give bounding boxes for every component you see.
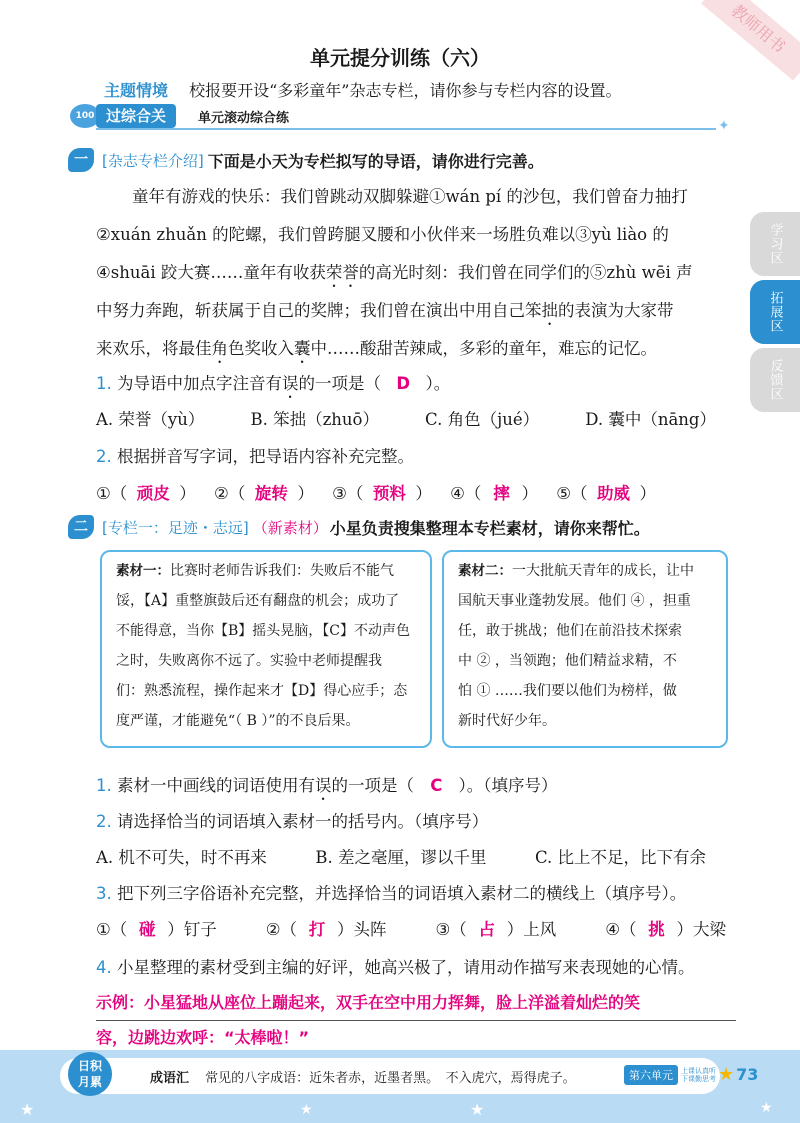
question-text: 把下列三字俗语补充完整，并选择恰当的词语填入素材二的横线上（填序号）。 (117, 884, 687, 903)
question-text: ）。（填序号） (458, 776, 558, 795)
part2-number: 二 (68, 515, 94, 539)
material-line: 之时，失败离你不远了。实验中老师提醒我 (116, 653, 382, 669)
question-text: 为导语中加点字注音有 (117, 374, 282, 393)
part1-number: 一 (68, 148, 94, 172)
question-text: 小星整理的素材受到主编的好评，她高兴极了，请用动作描写来表现她的心情。 (117, 958, 695, 977)
fill-item: ①（ 碰 ）钉子 (96, 916, 217, 940)
unit-label: 第六单元 (624, 1065, 678, 1085)
answer-field[interactable]: 助威 (596, 484, 630, 503)
material-line: 一大批航天青年的成长，让中 (512, 563, 694, 579)
footer-label: 成语汇 (150, 1071, 190, 1086)
question-text: ）。 (425, 374, 451, 393)
fill-item: ③（ 占 ）上风 (435, 916, 556, 940)
section-bar (70, 104, 730, 134)
deco-star-icon: ★ (300, 1102, 313, 1118)
option-a[interactable]: A. 荣誉（yù） (96, 410, 205, 429)
unit-small: 上课认真听 下课勤思考 (681, 1066, 716, 1083)
footer (0, 1050, 800, 1123)
part1-q2-answers (96, 480, 656, 504)
question-number: 2. (96, 812, 112, 831)
badge-line: 月累 (77, 1075, 102, 1089)
para-seg: 中努力奔跑，斩获属于自己的奖牌；我们曾在演出中用自己 (96, 301, 525, 320)
theme-line (104, 78, 621, 101)
para-seg: 色奖收入 (228, 339, 294, 358)
material-line: 馁，【A】重整旗鼓后还有翻盘的机会；成功了 (116, 593, 400, 609)
material-line: 新时代好少年。 (458, 713, 556, 729)
question-text: 的一项是（ (298, 374, 381, 393)
part1-q1-options (96, 406, 716, 430)
para-line (96, 292, 746, 330)
answer-field[interactable]: 预料 (372, 484, 406, 503)
para-line (96, 330, 746, 368)
side-tab-feedback[interactable]: 反馈区 (750, 348, 800, 412)
fill-item: ④（ 挑 ）大梁 (605, 916, 726, 940)
part2-q1 (96, 772, 558, 804)
part1-paragraph (96, 178, 746, 368)
part2-q4 (96, 954, 695, 978)
page-number: 73 (736, 1065, 759, 1084)
option-d[interactable]: D. 囊中（nāng） (585, 410, 716, 429)
deco-star-icon: ★ (470, 1100, 485, 1119)
answer-field[interactable]: 顽皮 (136, 484, 170, 503)
question-text: 素材一中画线的词语使用有 (117, 776, 315, 795)
fill-item: ⑤（ 助威 ） (556, 480, 656, 504)
material-line: 度严谨，才能避免“（ B ）”的不良后果。 (116, 713, 360, 729)
para-seg: 中……酸甜苦辣咸，多彩的童年，难忘的记忆。 (310, 339, 657, 358)
material-line: 比赛时老师告诉我们：失败后不能气 (170, 563, 394, 579)
part1-heading (68, 148, 544, 172)
answer-field[interactable]: 旋转 (254, 484, 288, 503)
fill-item: ①（ 顽皮 ） (96, 480, 196, 504)
fill-item: ②（ 旋转 ） (214, 480, 314, 504)
para-line (96, 178, 746, 216)
material2-box (442, 550, 728, 748)
footer-badge (68, 1052, 112, 1096)
part2-q3 (96, 880, 686, 904)
question-number: 1. (96, 374, 112, 393)
page-title: 单元提分训练（六） (310, 46, 490, 70)
part1-tag: [杂志专栏介绍] (102, 151, 204, 170)
footer-text: 常见的八字成语：近朱者赤，近墨者黑。 不入虎穴，焉得虎子。 (205, 1071, 576, 1086)
answer-field[interactable]: 挑 (648, 920, 665, 939)
option-b[interactable]: B. 笨拙（zhuō） (250, 410, 379, 429)
answer-field[interactable]: 占 (478, 920, 496, 939)
material1-text (102, 552, 430, 740)
section-label: 过综合关 (96, 104, 176, 128)
corner-stamp-text: 教师用书 (727, 0, 789, 57)
para-seg: 来欢乐，将最佳 (96, 339, 212, 358)
theme-text: 校报要开设“多彩童年”杂志专栏，请你参与专栏内容的设置。 (189, 81, 622, 100)
material-line: 任，敢于挑战；他们在前沿技术探索 (458, 623, 682, 639)
material-label: 素材二： (458, 563, 512, 579)
dotted-word: 误 (315, 776, 332, 795)
question-number: 4. (96, 958, 112, 977)
question-number: 3. (96, 884, 112, 903)
material-line: 们：熟悉流程，操作起来才【D】得心应手；态 (116, 683, 408, 699)
material-line: 不能得意，当你【B】摇头晃脑，【C】不动声色 (116, 623, 410, 639)
para-seg: 笨 (525, 301, 542, 320)
answer-field[interactable]: 摔 (493, 484, 510, 503)
footer-unit (624, 1064, 758, 1085)
material1-box (100, 550, 432, 748)
theme-label: 主题情境 (104, 81, 169, 100)
para-line (96, 216, 746, 254)
part1-q1 (96, 370, 450, 402)
part2-tag: [专栏一：足迹・志远] (102, 518, 249, 537)
side-tab-extend[interactable]: 拓展区 (750, 280, 800, 344)
question-text: 的一项是（ (331, 776, 414, 795)
example-line: 示例：小星猛地从座位上蹦起来，双手在空中用力挥舞，脸上洋溢着灿烂的笑 (96, 986, 736, 1021)
star-icon: ✦ (718, 118, 730, 134)
answer-field[interactable]: D (396, 374, 411, 393)
fill-item: ④（ 摔 ） (450, 480, 538, 504)
question-text: 根据拼音写字词，把导语内容补充完整。 (117, 447, 414, 466)
question-number: 2. (96, 447, 112, 466)
dotted-word: 拙 (541, 301, 558, 320)
material-line: 国航天事业蓬勃发展。他们 ④ ，担重 (458, 593, 691, 609)
section-underline (96, 128, 716, 130)
option-c[interactable]: C. 角色（jué） (425, 410, 540, 429)
star-mascot-icon: ★ (718, 1064, 735, 1085)
deco-star-icon: ★ (20, 1100, 35, 1119)
badge-line: 日积 (77, 1059, 102, 1073)
part1-q2 (96, 443, 414, 467)
option-b[interactable]: B. 差之毫厘，谬以千里 (315, 848, 487, 867)
section-subtitle: 单元滚动综合练 (198, 111, 290, 126)
part2-instruction: 小星负责搜集整理本专栏素材，请你来帮忙。 (329, 518, 650, 538)
dotted-word: 荣誉 (325, 263, 359, 282)
fill-item: ②（ 打 ）头阵 (266, 916, 387, 940)
side-tab-study[interactable]: 学习区 (750, 212, 800, 276)
part2-heading (68, 515, 650, 539)
question-text: 请选择恰当的词语填入素材一的括号内。（填序号） (117, 812, 489, 831)
para-seg: 童年有游戏的快乐：我们曾跳动双脚躲避①wán pí 的沙包，我们曾奋力抽打 (132, 187, 688, 206)
part2-q2 (96, 808, 488, 832)
dotted-word: 角 (211, 339, 228, 358)
material2-text (444, 552, 726, 740)
material-line: 怕 ① ……我们要以他们为榜样，做 (458, 683, 677, 699)
example-answer[interactable] (96, 986, 736, 1056)
part1-instruction: 下面是小天为专栏拟写的导语，请你进行完善。 (207, 151, 544, 171)
part2-q2-options (96, 844, 706, 868)
material-label: 素材一： (116, 563, 170, 579)
material-line: 中 ② ，当领跑；他们精益求精，不 (458, 653, 677, 669)
para-seg: ②xuán zhuǎn 的陀螺，我们曾跨腿叉腰和小伙伴来一场胜负难以③yù liào 的 (96, 225, 669, 244)
para-seg: ④shuāi 跤大赛……童年有收获 (96, 263, 326, 282)
fill-item: ③（ 预料 ） (332, 480, 432, 504)
part2-new-tag: （新素材） (252, 518, 328, 537)
answer-field[interactable]: 碰 (139, 920, 156, 939)
dotted-word: 误 (282, 374, 299, 393)
footer-idioms (150, 1067, 576, 1086)
para-seg: 的高光时刻：我们曾在同学们的⑤zhù wēi 声 (358, 263, 693, 282)
answer-field[interactable]: C (430, 776, 443, 795)
option-c[interactable]: C. 比上不足，比下有余 (534, 848, 706, 867)
question-number: 1. (96, 776, 112, 795)
example-line: 容，边跳边欢呼：“太棒啦！” (96, 1021, 736, 1056)
badge-text: 100 (75, 111, 95, 121)
answer-field[interactable]: 打 (308, 920, 326, 939)
option-a[interactable]: A. 机不可失，时不再来 (96, 848, 267, 867)
deco-star-icon: ★ (760, 1100, 773, 1116)
para-line (96, 254, 746, 292)
para-seg: 的表演为大家带 (558, 301, 674, 320)
dotted-word: 囊 (294, 339, 311, 358)
part2-q3-answers (96, 916, 726, 940)
